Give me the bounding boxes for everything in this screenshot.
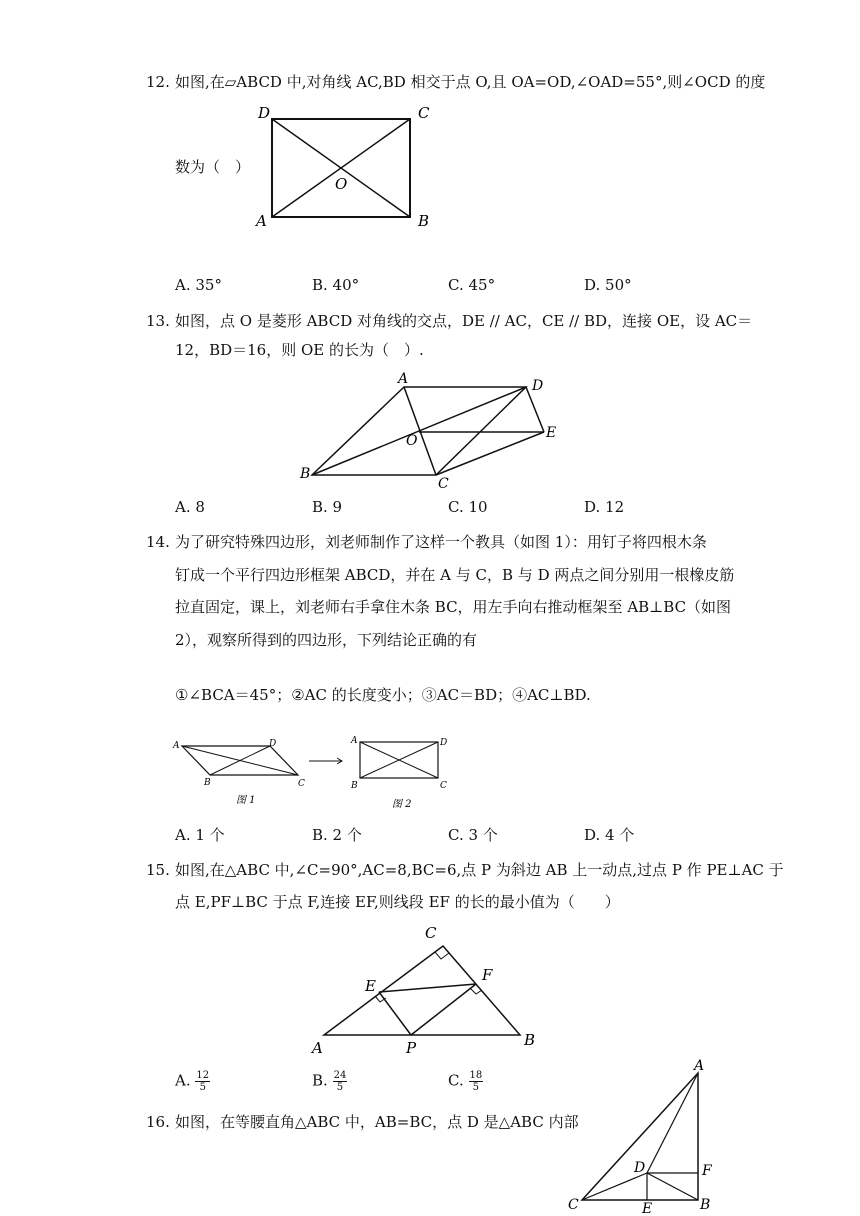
q12-option-d: D. 50° <box>584 276 632 294</box>
q16-label-A: A <box>694 1058 705 1074</box>
q14-text-line3: 拉直固定，课上，刘老师右手拿住木条 BC，用左手向右推动框架至 AB⊥BC（如图 <box>175 598 732 616</box>
q12-text-line1: 如图,在▱ABCD 中,对角线 AC,BD 相交于点 O,且 OA=OD,∠OAD=55°,则∠OCD 的度 <box>175 73 766 91</box>
q16-label-D: D <box>634 1160 646 1176</box>
q15-label-C: C <box>425 924 437 942</box>
q15-option-b-fraction: $\frac{24}{5}$ <box>333 1070 347 1093</box>
q15-label-B: B <box>524 1031 536 1049</box>
q12-text-line2: 数为（ ） <box>175 158 251 176</box>
q14-option-a: A. 1 个 <box>175 826 225 844</box>
q14-fig2-label-C: C <box>440 781 447 791</box>
q13-figure-rhombus <box>296 370 566 490</box>
q12-label-C: C <box>418 104 430 122</box>
q14-fig1-label-D: D <box>269 739 277 749</box>
q16-label-E: E <box>642 1201 653 1216</box>
q15-option-b: B. $\frac{24}{5}$ <box>312 1070 347 1093</box>
q14-option-d: D. 4 个 <box>584 826 635 844</box>
q15-option-a: A. $\frac{12}{5}$ <box>175 1070 210 1093</box>
q12-number: 12. <box>146 73 170 91</box>
q13-label-A: A <box>398 371 409 387</box>
q15-figure-triangle <box>310 920 550 1060</box>
q14-number: 14. <box>146 533 170 551</box>
q15-label-E: E <box>365 977 376 995</box>
q12-label-O: O <box>335 175 348 193</box>
q15-text-line1: 如图,在△ABC 中,∠C=90°,AC=8,BC=6,点 P 为斜边 AB 上一动点,过点 P 作 PE⊥AC 于 <box>175 861 784 879</box>
q15-option-a-fraction: $\frac{12}{5}$ <box>196 1070 210 1093</box>
q15-option-c-fraction: $\frac{18}{5}$ <box>469 1070 483 1093</box>
q14-option-c: C. 3 个 <box>448 826 498 844</box>
q12-label-D: D <box>258 104 271 122</box>
q13-text-line1: 如图，点 O 是菱形 ABCD 对角线的交点，DE // AC，CE // BD，连接 OE，设 AC＝ <box>175 312 753 330</box>
q16-text-line1: 如图，在等腰直角△ABC 中，AB=BC，点 D 是△ABC 内部 <box>175 1113 579 1131</box>
q15-number: 15. <box>146 861 170 879</box>
q14-text-line5: ①∠BCA＝45°；②AC 的长度变小；③AC＝BD；④AC⊥BD. <box>175 686 591 704</box>
q16-label-B: B <box>700 1197 711 1213</box>
q13-text-line2: 12，BD＝16，则 OE 的长为（ ）. <box>175 341 424 359</box>
q14-text-line1: 为了研究特殊四边形，刘老师制作了这样一个教具（如图 1）：用钉子将四根木条 <box>175 533 707 551</box>
q13-label-D: D <box>532 378 544 394</box>
q14-fig2-label-B: B <box>351 781 358 791</box>
q16-number: 16. <box>146 1113 170 1131</box>
q13-number: 13. <box>146 312 170 330</box>
q13-label-E: E <box>546 425 557 441</box>
q14-fig1-label-A: A <box>173 741 180 751</box>
q13-label-B: B <box>300 466 311 482</box>
q14-text-line4: 2），观察所得到的四边形，下列结论正确的有 <box>175 631 478 649</box>
q13-option-a: A. 8 <box>175 498 205 516</box>
q12-label-A: A <box>256 212 267 230</box>
q16-label-F: F <box>702 1163 712 1179</box>
q14-fig1-label-B: B <box>204 778 211 788</box>
q14-fig2-label-A: A <box>351 736 358 746</box>
q15-option-c: C. $\frac{18}{5}$ <box>448 1070 483 1093</box>
q13-option-d: D. 12 <box>584 498 625 516</box>
q14-fig2-caption: 图 2 <box>392 799 412 810</box>
q16-label-C: C <box>568 1197 579 1213</box>
q15-label-P: P <box>406 1039 417 1057</box>
q12-option-a: A. 35° <box>175 276 222 294</box>
q13-option-c: C. 10 <box>448 498 488 516</box>
q13-option-b: B. 9 <box>312 498 343 516</box>
q12-label-B: B <box>418 212 430 230</box>
q14-text-line2: 钉成一个平行四边形框架 ABCD，并在 A 与 C，B 与 D 两点之间分别用一根橡皮筋 <box>175 566 735 584</box>
q12-option-c: C. 45° <box>448 276 496 294</box>
q14-fig1-caption: 图 1 <box>236 795 256 806</box>
q14-option-b: B. 2 个 <box>312 826 362 844</box>
q15-label-A: A <box>312 1039 323 1057</box>
q13-label-C: C <box>438 476 449 492</box>
q15-text-line2: 点 E,PF⊥BC 于点 F,连接 EF,则线段 EF 的长的最小值为（ ） <box>175 893 620 911</box>
q16-figure-isosceles-right-triangle <box>560 1055 720 1215</box>
q14-fig1-label-C: C <box>298 779 305 789</box>
q14-figures <box>170 730 460 815</box>
q14-fig2-label-D: D <box>440 738 448 748</box>
q12-figure-rectangle <box>250 100 440 230</box>
q13-label-O: O <box>406 433 418 449</box>
q15-label-F: F <box>482 966 493 984</box>
q12-option-b: B. 40° <box>312 276 360 294</box>
